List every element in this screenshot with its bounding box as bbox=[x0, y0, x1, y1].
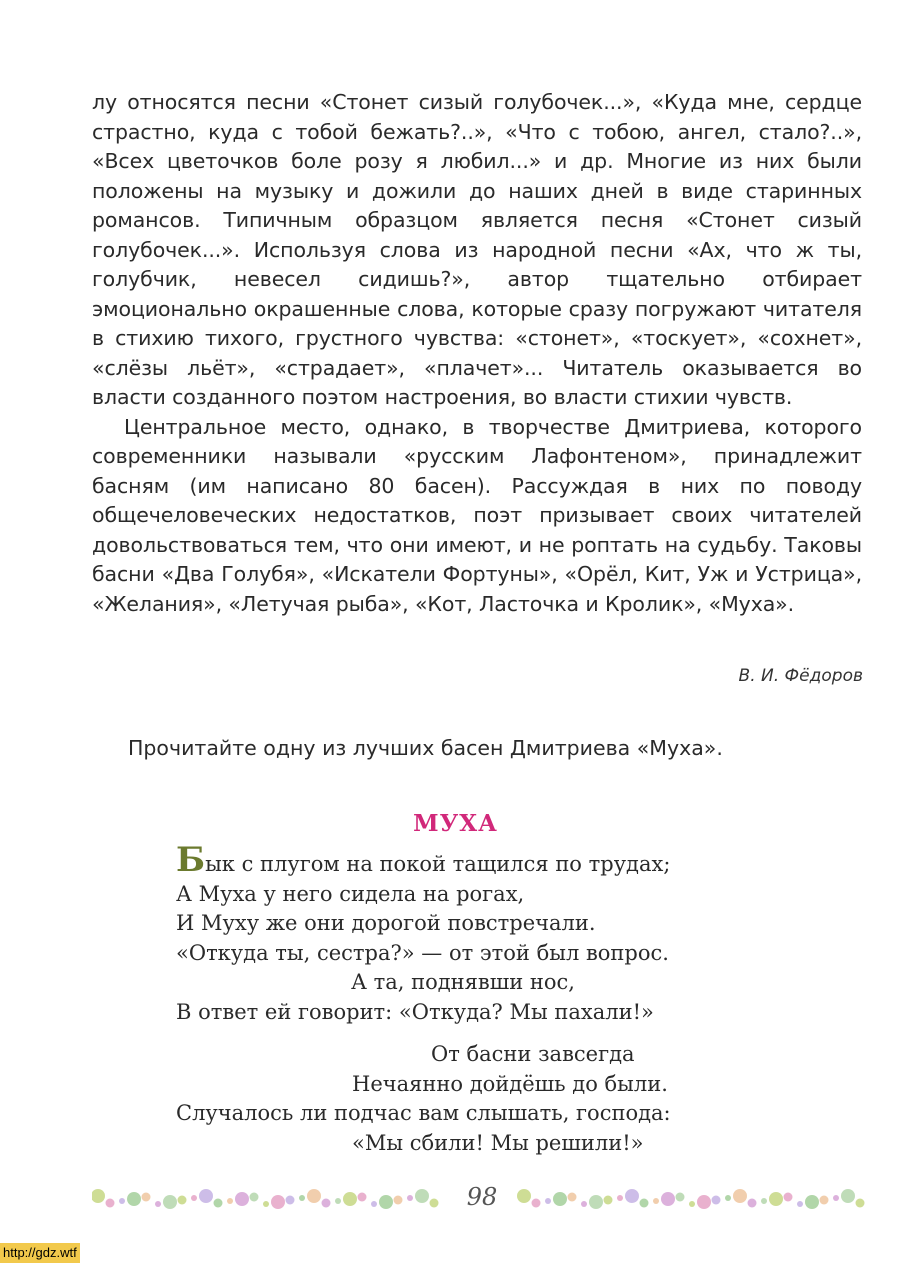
decorative-dot bbox=[640, 1199, 649, 1208]
decorative-dot bbox=[784, 1193, 793, 1202]
decorative-dot bbox=[676, 1193, 685, 1202]
reading-instruction: Прочитайте одну из лучших басен Дмитриева «Муха». bbox=[128, 736, 723, 760]
paragraph-2: Центральное место, однако, в творчестве Дмитриева, которого современники называли «русским Лафонтеном», принадлежит басням (им написано 80 басен). Рассуждая в них по поводу общечеловеческих недостатков, поэт призывает своих читателей довольствоваться тем, что они имеют, и не роптать на судьбу. Таковы басни «Два Голубя», «Искатели Фортуны», «Орёл, Кит, Уж и Устрица», «Желания», «Летучая рыба», «Кот, Ласточка и Кролик», «Муха». bbox=[92, 414, 862, 616]
page-number: 98 bbox=[466, 1183, 498, 1211]
decorative-dot bbox=[833, 1195, 839, 1201]
decorative-dot bbox=[407, 1195, 413, 1201]
poem-line: И Муху же они дорогой повстречали. bbox=[176, 911, 596, 935]
decorative-dot bbox=[820, 1196, 829, 1205]
paragraph-1: лу относятся песни «Стонет сизый голубочек...», «Куда мне, сердце страстно, куда с тобой бежать?..», «Что с тобою, ангел, стало?..», «Всех цветочков боле розу я любил...» и др. Многие из них были положены на музыку и дожили до наших дней в виде старинных романсов. Типичным образцом является песня «Стонет сизый голубочек...». Используя слова из народной песни «Ах, что ж ты, голубчик, невесел сидишь?», автор тщательно отбирает эмоционально окрашенные слова, которые сразу погружают читателя в стихию тихого, грустного чувства: «стонет», «тоскует», «сохнет», «слёзы льёт», «страдает», «плачет»... Читатель оказывается во власти созданного поэтом настроения, во власти стихии чувств. bbox=[92, 90, 862, 409]
decorative-dot bbox=[604, 1196, 613, 1205]
site-watermark: http://gdz.wtf bbox=[0, 1243, 80, 1263]
article-text bbox=[92, 88, 862, 619]
decorative-dot bbox=[227, 1198, 233, 1204]
decorative-dot bbox=[712, 1196, 721, 1205]
decorative-dot bbox=[532, 1199, 541, 1208]
decorative-dot bbox=[553, 1192, 567, 1206]
decorative-dot bbox=[661, 1192, 675, 1206]
decorative-dot bbox=[415, 1189, 429, 1203]
decorative-dot bbox=[430, 1199, 439, 1208]
poem-line: «Откуда ты, сестра?» — от этой был вопрос. bbox=[176, 940, 669, 965]
drop-cap: Б bbox=[176, 840, 206, 880]
dots-right-ornament bbox=[517, 1189, 865, 1209]
decorative-dot bbox=[250, 1193, 259, 1202]
decorative-dot bbox=[358, 1193, 367, 1202]
stanza-gap bbox=[176, 1027, 816, 1040]
decorative-dot bbox=[271, 1195, 285, 1209]
decorative-dot bbox=[322, 1199, 331, 1208]
decorative-dot bbox=[625, 1189, 639, 1203]
decorative-dot bbox=[235, 1192, 249, 1206]
decorative-dot bbox=[653, 1198, 659, 1204]
decorative-dot bbox=[335, 1198, 341, 1204]
decorative-dot bbox=[299, 1195, 305, 1201]
decorative-dot bbox=[394, 1196, 403, 1205]
decorative-dot bbox=[748, 1199, 757, 1208]
decorative-dot bbox=[589, 1195, 603, 1209]
decorative-dot bbox=[142, 1193, 151, 1202]
decorative-dot bbox=[106, 1199, 115, 1208]
poem-line: А та, поднявши нос, bbox=[351, 970, 575, 994]
poem-line: «Мы сбили! Мы решили!» bbox=[352, 1130, 644, 1155]
decorative-dot bbox=[155, 1201, 161, 1207]
poem-line: От басни завсегда bbox=[431, 1042, 635, 1066]
decorative-dot bbox=[379, 1195, 393, 1209]
fable-title: МУХА bbox=[413, 810, 498, 837]
poem-line: Случалось ли подчас вам слышать, господа: bbox=[176, 1101, 671, 1125]
decorative-dot bbox=[581, 1201, 587, 1207]
decorative-dot bbox=[163, 1195, 177, 1209]
decorative-dot bbox=[769, 1192, 783, 1206]
page-footer bbox=[92, 1180, 872, 1220]
decorative-dot bbox=[617, 1195, 623, 1201]
decorative-dot bbox=[805, 1195, 819, 1209]
decorative-dot bbox=[307, 1189, 321, 1203]
poem-line: Бык с плугом на покой тащился по трудах; bbox=[176, 840, 671, 880]
decorative-dot bbox=[199, 1189, 213, 1203]
poem-line: Нечаянно дойдёшь до были. bbox=[352, 1071, 668, 1096]
decorative-dot bbox=[697, 1195, 711, 1209]
decorative-dot bbox=[343, 1192, 357, 1206]
decorative-dot bbox=[689, 1201, 695, 1207]
poem-line: А Муха у него сидела на рогах, bbox=[176, 881, 525, 906]
fable-poem bbox=[176, 840, 816, 1158]
decorative-dot bbox=[568, 1193, 577, 1202]
decorative-dot bbox=[191, 1195, 197, 1201]
decorative-dot bbox=[178, 1196, 187, 1205]
decorative-dot bbox=[725, 1195, 731, 1201]
decorative-dot bbox=[92, 1189, 105, 1203]
decorative-dot bbox=[127, 1192, 141, 1206]
decorative-dot bbox=[263, 1201, 269, 1207]
decorative-dot bbox=[841, 1189, 855, 1203]
decorative-dot bbox=[761, 1198, 767, 1204]
decorative-dot bbox=[797, 1201, 803, 1207]
decorative-dot bbox=[286, 1196, 295, 1205]
decorative-dot bbox=[371, 1201, 377, 1207]
decorative-dot bbox=[214, 1199, 223, 1208]
poem-line: В ответ ей говорит: «Откуда? Мы пахали!» bbox=[176, 999, 654, 1024]
decorative-dot bbox=[733, 1189, 747, 1203]
author-signature: В. И. Фёдоров bbox=[738, 666, 863, 686]
decorative-dot bbox=[856, 1199, 865, 1208]
decorative-dot bbox=[545, 1198, 551, 1204]
decorative-dot bbox=[119, 1198, 125, 1204]
dots-left-ornament bbox=[92, 1189, 439, 1209]
